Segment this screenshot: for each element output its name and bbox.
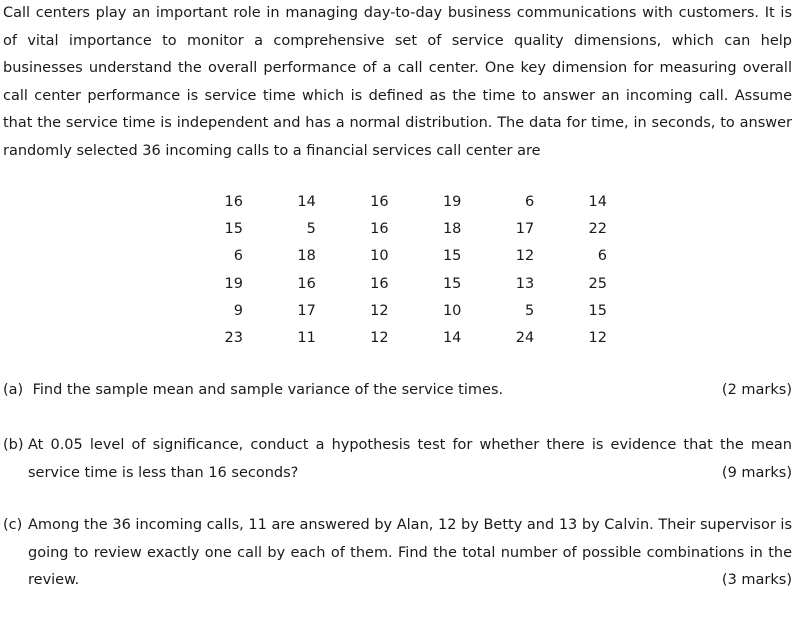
table-cell: 15 [442,275,462,292]
table-cell: 6 [233,248,243,265]
table-row [207,324,607,351]
table-cell: 16 [370,193,389,210]
table-row [207,243,607,270]
question-b-label: (b) [3,437,24,453]
table-cell: 10 [370,248,389,265]
table-cell: 17 [515,220,535,237]
table-cell: 15 [588,302,607,319]
question-c-line1-row [3,512,792,540]
table-cell: 23 [224,330,243,347]
service-time-table [207,188,607,352]
table-cell: 15 [442,248,462,265]
question-a [3,377,792,405]
table-cell: 12 [515,248,535,265]
table-cell: 11 [297,330,316,347]
table-cell: 14 [297,193,316,210]
question-a-label: (a) [3,382,24,398]
table-cell: 6 [597,248,607,265]
question-b-marks: (9 marks) [721,464,792,481]
table-cell: 16 [297,275,316,292]
question-b-line1: At 0.05 level of significance, conduct a hypothesis test for whether there is evidence that the mean [28,437,792,453]
question-c-line2: going to review exactly one call by each of them. Find the total number of possible combinations in the [28,544,792,561]
table-cell: 13 [515,275,535,292]
table-cell: 24 [515,330,535,347]
table-cell: 16 [224,193,243,210]
table-cell: 18 [442,220,462,237]
table-cell: 19 [442,193,462,210]
table-cell: 12 [370,302,389,319]
table-cell: 12 [588,330,607,347]
question-b-line2-row [3,460,792,488]
table-row [207,188,607,215]
question-c-label: (c) [3,517,23,533]
table-cell: 16 [370,220,389,237]
table-cell: 5 [306,220,316,237]
question-a-text: Find the sample mean and sample variance of the service times. [32,382,504,398]
table-row [207,297,607,324]
table-cell: 22 [588,220,607,237]
service-time-table-body [207,188,607,352]
question-c-line3-row [3,567,792,595]
table-row [207,215,607,242]
table-cell: 15 [224,220,243,237]
question-b-line2: service time is less than 16 seconds? [28,464,299,481]
table-cell: 16 [370,275,389,292]
table-cell: 18 [297,248,316,265]
table-cell: 14 [588,193,607,210]
question-c-line2-row [3,540,792,568]
question-c-marks: (3 marks) [721,572,792,588]
table-cell: 9 [233,302,243,319]
table-cell: 12 [370,330,389,347]
question-c-line3: review. [28,572,80,588]
question-b [3,432,792,487]
table-cell: 5 [524,302,535,319]
table-cell: 25 [588,275,607,292]
table-cell: 14 [442,330,462,347]
intro-paragraph [3,0,792,165]
table-cell: 19 [224,275,243,292]
table-cell: 6 [524,193,535,210]
table-row [207,270,607,297]
question-c-line1: Among the 36 incoming calls, 11 are answered by Alan, 12 by Betty and 13 by Calvin. Their supervisor is [28,517,792,533]
question-a-content [3,377,503,405]
question-b-line1-row [3,432,792,460]
intro-text: Call centers play an important role in managing day-to-day business communications with customers. It is of vital importance to monitor a comprehensive set of service quality dimensions, which can help businesses understand the overall performance of a call center. One key dimension for measuring overall call center performance is service time which is defined as the time to answer an incoming call. Assume that the service time is independent and has a normal distribution. The data for time, in seconds, to answer randomly selected 36 incoming calls to a financial services call center are [3,5,792,159]
question-c [3,512,792,595]
question-a-row [3,377,792,405]
table-cell: 17 [297,302,316,319]
table-cell: 10 [442,302,462,319]
question-a-marks: (2 marks) [721,382,792,398]
